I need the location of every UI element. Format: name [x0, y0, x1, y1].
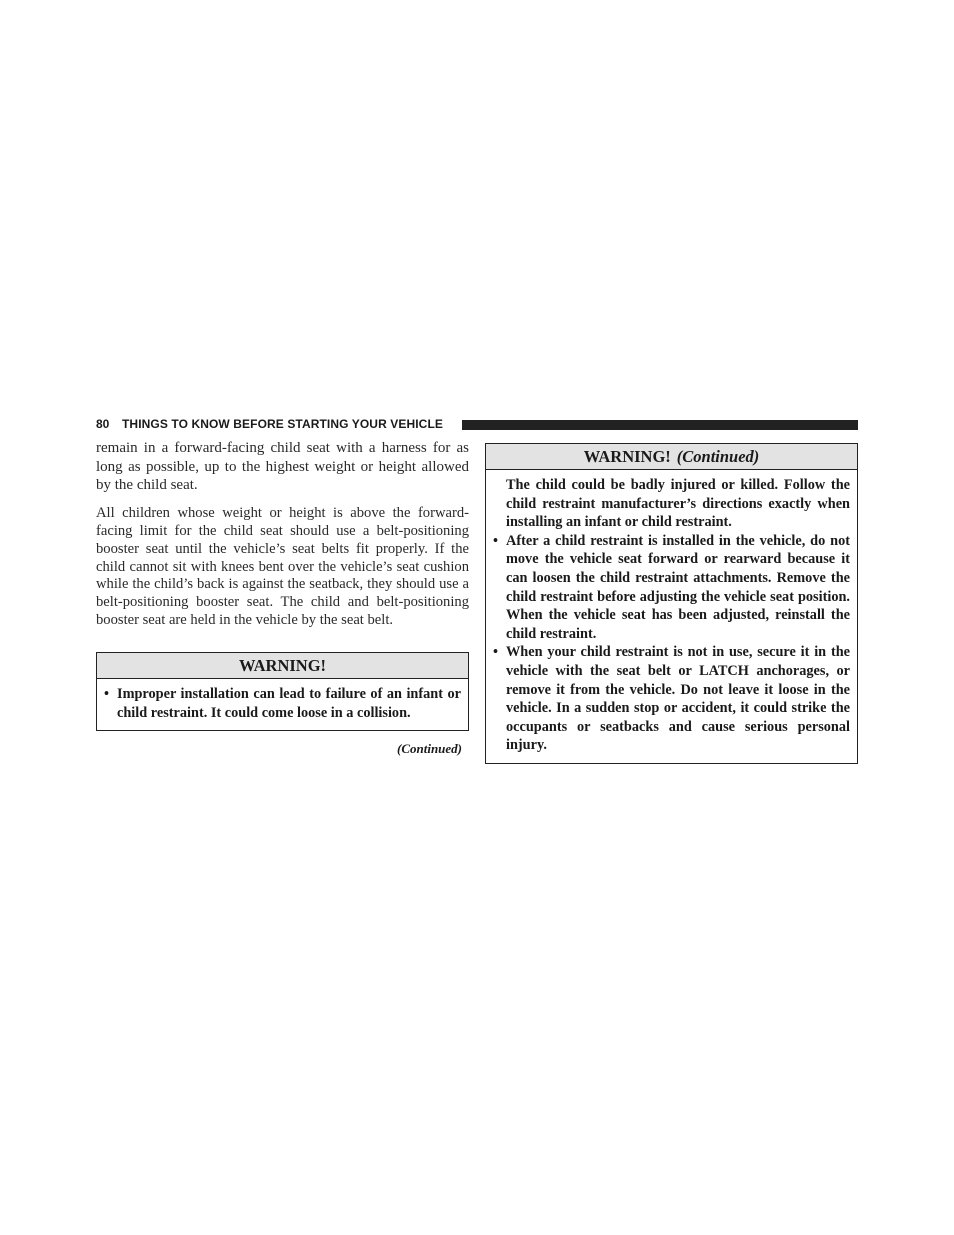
continued-note: (Continued): [396, 741, 462, 757]
body-paragraph-2: All children whose weight or height is above the forward-facing limit for the child seat should use a belt-positioning booster seat until the vehicle’s seat belts fit properly. If the child cannot sit with knees bent over the vehicle’s seat cushion while the child’s back is against the seatback, they should use a belt-positioning booster seat. The child and belt-positioning booster seat are held in the vehicle by the seat belt.: [96, 504, 469, 629]
bullet-icon: •: [493, 532, 499, 549]
warning-bullet: [493, 532, 850, 644]
bullet-icon: •: [493, 644, 499, 661]
bullet-icon: •: [104, 686, 110, 703]
warning-bullet: [493, 643, 850, 755]
warning-bullet-text: After a child restraint is installed in the vehicle, do not move the vehicle seat forward or rearward because it can loosen the child restraint attachments. Remove the child restraint before adjusting the vehicle seat position. When the vehicle seat has been adjusted, reinstall the child restraint.: [506, 532, 850, 642]
warning-body: [97, 679, 468, 730]
warning-heading: [97, 653, 468, 679]
warning-bullet-text: When your child restraint is not in use, secure it in the vehicle with the seat belt or LATCH anchorages, or remove it from the vehicle. Do not leave it loose in the vehicle. In a sudden stop or accident, it could strike the occupants or seatbacks and cause serious personal injury.: [506, 644, 850, 754]
header-rule-bar: [462, 420, 858, 430]
section-title: THINGS TO KNOW BEFORE STARTING YOUR VEHICLE: [122, 417, 443, 431]
body-paragraph-1: remain in a forward-facing child seat with a harness for as long as possible, up to the highest weight or height allowed by the child seat.: [96, 440, 469, 494]
warning-box: [96, 652, 469, 731]
warning-continued-heading: [486, 444, 857, 470]
warning-bullet: [104, 685, 461, 722]
page-number: 80: [96, 417, 110, 431]
warning-intro-text: The child could be badly injured or killed. Follow the child restraint manufacturer’s directions exactly when installing an infant or child restraint.: [506, 477, 850, 531]
left-column: [96, 439, 469, 757]
warning-title: WARNING!: [583, 447, 671, 466]
right-column: [485, 443, 858, 764]
warning-continued-label: (Continued): [676, 447, 760, 466]
warning-bullet-text: Improper installation can lead to failure of an infant or child restraint. It could come loose in a collision.: [117, 686, 461, 721]
warning-continued-body: [486, 470, 857, 763]
page-header: [96, 416, 858, 432]
warning-title: WARNING!: [238, 656, 327, 676]
warning-continued-box: [485, 443, 858, 764]
